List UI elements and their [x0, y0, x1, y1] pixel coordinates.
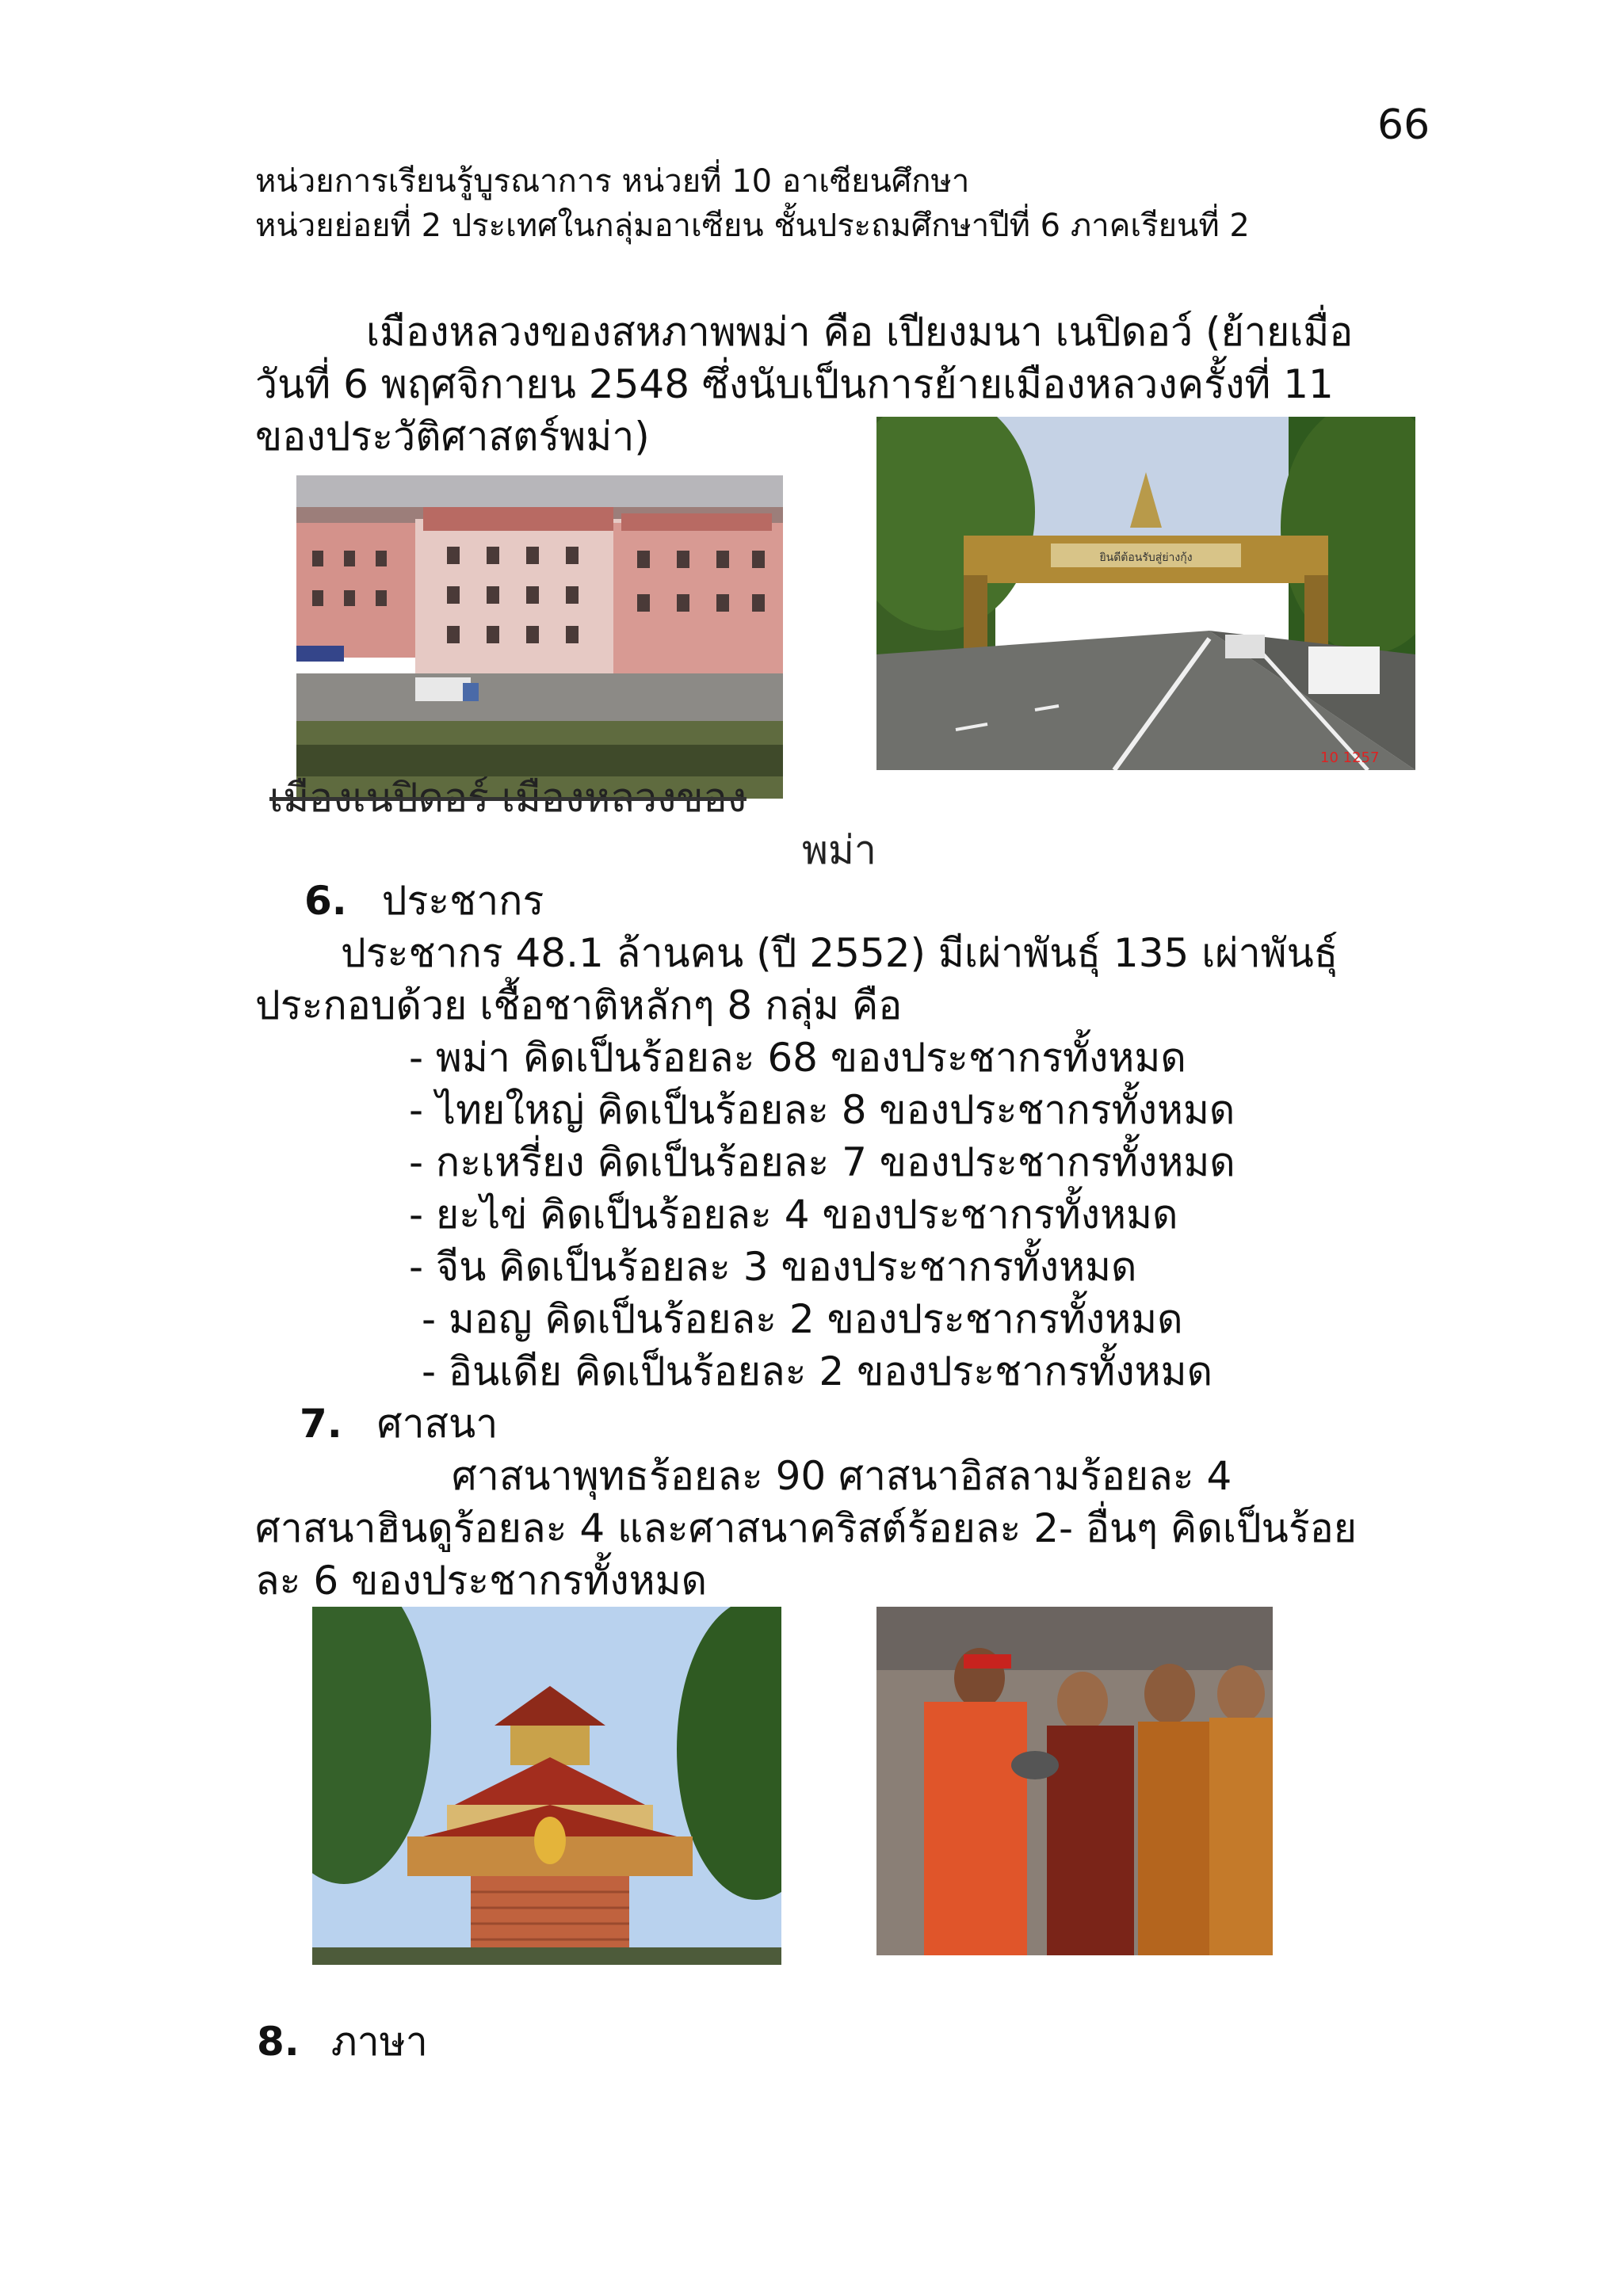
ethnic-group-item: - มอญ คิดเป็นร้อยละ 2 ของประชากรทั้งหมด [422, 1296, 1183, 1342]
religion-line-1: ศาสนาพุทธร้อยละ 90 ศาสนาอิสลามร้อยละ 4 [452, 1453, 1232, 1499]
section-8-title: ภาษา [330, 2019, 428, 2065]
temple-image [312, 1607, 781, 1965]
capital-paragraph-line-3: ของประวัติศาสตร์พม่า) [255, 414, 650, 460]
header-line-1: หน่วยการเรียนรู้บูรณาการ หน่วยที่ 10 อาเซียนศึกษา [255, 163, 970, 200]
capital-paragraph-line-2: วันที่ 6 พฤศจิกายน 2548 ซึ่งนับเป็นการย้ายเมืองหลวงครั้งที่ 11 [255, 361, 1334, 407]
section-6-number: 6. [304, 878, 347, 924]
page-number: 66 [1377, 101, 1430, 149]
section-8-number: 8. [257, 2019, 300, 2065]
section-8-heading [257, 2011, 428, 2073]
ethnic-group-item: - จีน คิดเป็นร้อยละ 3 ของประชากรทั้งหมด [409, 1244, 1137, 1290]
capital-paragraph-line-1: เมืองหลวงของสหภาพพม่า คือ เปียงมนา เนปิดอว์ (ย้ายเมื่อ [366, 309, 1354, 355]
header-line-2: หน่วยย่อยที่ 2 ประเทศในกลุ่มอาเซียน ชั้นประถมศึกษาปีที่ 6 ภาคเรียนที่ 2 [255, 208, 1250, 244]
ethnic-group-item: - พม่า คิดเป็นร้อยละ 68 ของประชากรทั้งหมด [409, 1035, 1186, 1081]
ethnic-group-item: - ยะไข่ คิดเป็นร้อยละ 4 ของประชากรทั้งหมด [409, 1192, 1178, 1238]
gate-banner-text: ยินดีต้อนรับสู่ย่างกุ้ง [1099, 551, 1193, 564]
naypyidaw-buildings-image [296, 475, 783, 799]
photo-timestamp: 10 1257 [1320, 749, 1380, 766]
religion-line-2: ศาสนาฮินดูร้อยละ 4 และศาสนาคริสต์ร้อยละ 2- อื่นๆ คิดเป็นร้อย [255, 1505, 1358, 1551]
section-6-title: ประชากร [381, 878, 544, 924]
road-gate-image [876, 417, 1415, 770]
population-intro-line-2: ประกอบด้วย เชื้อชาติหลักๆ 8 กลุ่ม คือ [255, 982, 903, 1028]
religion-line-3: ละ 6 ของประชากรทั้งหมด [255, 1558, 708, 1604]
ethnic-group-item: - อินเดีย คิดเป็นร้อยละ 2 ของประชากรทั้งหมด [422, 1348, 1213, 1394]
population-intro-line-1: ประชากร 48.1 ล้านคน (ปี 2552) มีเผ่าพันธุ์ 135 เผ่าพันธุ์ [341, 930, 1338, 976]
section-7-number: 7. [300, 1401, 342, 1447]
ethnic-group-item: - ไทยใหญ่ คิดเป็นร้อยละ 8 ของประชากรทั้งหมด [409, 1087, 1235, 1133]
section-7-title: ศาสนา [376, 1401, 498, 1447]
image-caption-line-1: เมืองเนปิดอร์ เมืองหลวงของ [269, 775, 747, 821]
image-caption-line-2: พม่า [802, 827, 876, 873]
monks-alms-image [876, 1607, 1273, 1955]
ethnic-group-item: - กะเหรี่ยง คิดเป็นร้อยละ 7 ของประชากรทั้งหมด [409, 1139, 1235, 1185]
